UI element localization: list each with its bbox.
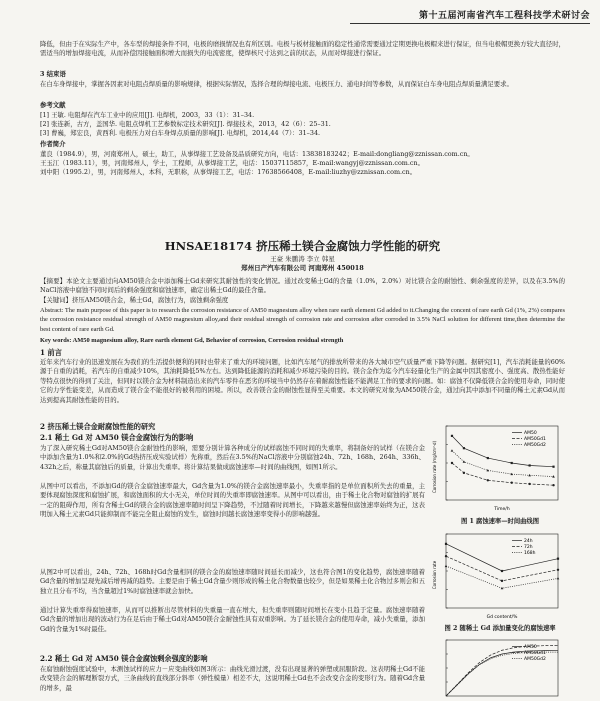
data-point [557, 558, 559, 560]
legend-entry: AM50 [524, 431, 537, 436]
data-point [557, 569, 559, 571]
legend-entry: AM50Gd1 [524, 651, 546, 656]
legend-entry: AM50 [524, 645, 537, 650]
data-point [445, 565, 448, 567]
series-line-24h [446, 544, 558, 571]
y-axis-label: Corrosion rate (mg/cm²·d) [432, 440, 437, 494]
data-point [451, 435, 453, 437]
data-point [463, 460, 466, 462]
running-header: 第十五届河南省汽车工程科技学术研讨会 [350, 8, 590, 24]
data-point [487, 479, 489, 481]
subsection-heading: 2.2 稀土 Gd 对 AM50 镁合金腐蚀剩余强度的影响 [40, 654, 208, 663]
figure-2-caption: 图 2 随稀土 Gd 添加量变化的腐蚀速率 [444, 625, 556, 632]
figure-1-caption: 图 1 腐蚀速率—时间曲线图 [460, 518, 540, 525]
body-paragraph: 在腐蚀耐蚀强度试验中，本测蚀试样的应力－应变曲线如图3所示：曲线光滑过渡，没有出现显著的弹塑或屈服阶段。这表明稀土Gd不能改变镁合金的解理断裂方式，三条曲线的直线部分斜率（弹性模量）相差不大，这说明稀土Gd也不会改变合金的变形行为。随着Gd含量的增多，最 [40, 665, 425, 692]
legend-entry: 72h [524, 545, 533, 550]
figure-3-chart [432, 636, 564, 701]
data-point [445, 555, 447, 557]
author-bio: 刘中阳（1995.2），男，河南郑州人，本科，无职称，从事焊接工艺，电话：17638566408，E-mail:liuzhy@zznissan.com.cn。 [40, 168, 417, 176]
data-point [451, 449, 454, 451]
data-point [528, 474, 531, 476]
figure-3-legend [524, 644, 546, 662]
legend-entry: AM50Gd1 [524, 437, 546, 442]
series-line-72h [446, 556, 558, 581]
x-axis-label: Gd content/% [486, 615, 518, 620]
data-point [557, 577, 560, 579]
data-point [445, 543, 447, 545]
author-bio-heading: 作者简介 [40, 140, 66, 148]
abstract-en: Abstract: The main purpose of this paper is to research the corrosion resistance of AM50 magnesium alloy when rare earth element Gd added to it.Changing the concent of rare earth Gd (1%, 2%) compares the corrosion resistance residual strength of AM50 magnesium alloy,and their residual strength of corrosion rate and corrosion after corroded in 3.5% NaCl solution for different time,then determine the best content of rare earth Gd. [40, 307, 565, 333]
body-paragraph: 从图中可以看出，不添加Gd的镁合金腐蚀速率最大，Gd含量为1.0%的镁合金腐蚀速率最小，失重率指的是单位面积所失去的重量，主要体现腐蚀深度和腐蚀扩展，和腐蚀面积的大小无关，单位时间的失重率即腐蚀速率。从图中可以看出，由于稀土化合物对腐蚀的扩展有一定的阻碍作用，所有含稀土Gd的镁合金的腐蚀速率随时间呈下降趋势，不过随着时间增长，下降越来越慢但腐蚀速率始终为正，这表明加入稀土元素Gd只能抑制而不能完全阻止腐蚀的发生，腐蚀时间越长腐蚀速率变得小的影响越强。 [40, 482, 425, 519]
body-paragraph: 通过计算失重率得腐蚀速率，从而可以推断出尽管材料的失重量一直在增大，但失重率则随时间增长在变小且趋于定量。腐蚀速率随着Gd含量的增加出现的波动行为在足后由于稀土Gd对AM50镁合金耐蚀性具有双重影响。为了延长镁合金的使用寿命，减小失重量，添加Gd的含量为1%时最佳。 [40, 606, 425, 633]
data-point [511, 462, 513, 464]
data-point [501, 580, 503, 582]
series-line-168h [446, 566, 558, 588]
author-bio: 董良（1984.9），男，河南郑州人，硕士，助工，从事焊接工艺设备及品质研究方向，电话：13838183242；E-mail:dongliang@zznissan.com.cn。 [40, 150, 474, 158]
figure-1-legend [524, 430, 546, 448]
series-line-AM50Gd1 [452, 463, 554, 485]
abstract-cn: 【摘要】本论文主要通过向AM50镁合金中添加稀土Gd来研究其耐蚀性的变化情况。通过改变稀土Gd的含量（1.0%，2.0%）对比镁合金的耐蚀性、剩余强度的差异，以及在3.5%的NaCl溶液中腐蚀不同时间后的剩余强度和腐蚀速率，确定出稀土Gd的最佳含量。 [40, 277, 565, 295]
body-paragraph: 为了深入研究稀土Gd对AM50镁合金耐蚀性的影响，需要分别计算各种成分的试样腐蚀不同时间的失重率，将制备好的试样（在镁合金中添加含量为1.0%和2.0%的Gd热挤压成实验试样）先称重，然后在3.5%的NaCl溶液中分别腐蚀24h、72h、168h、264h、336h、432h之后，称量其腐蚀后的质量，计算出失重率。将计算结果做成腐蚀速率—时间的曲线图，如图1所示。 [40, 444, 425, 471]
legend-entry: AM50Gd2 [524, 443, 546, 448]
data-point [501, 587, 504, 589]
reference-item: [2] 张连新，古方，盖国华. 电阻点焊机工艺参数标定技术研究[J]. 焊接技术，2013，42（6）：25–31. [40, 120, 331, 128]
legend-entry: 168h [524, 551, 536, 556]
body-paragraph: 从图2中可以看出，24h、72h、168h时Gd含量相同的镁合金的腐蚀速率随时间延长而减少，这也符合图1的变化趋势，腐蚀速率随着Gd含量的增加呈现先减后增再减的趋势。主要是由于稀土Gd含量少则形成的稀土化合物数量也较少，但是如果稀土化合物过多则会和五独立且分布不均，当含量超过1%时腐蚀速率就会加快。 [40, 568, 425, 595]
intro-paragraph: 近年来汽车行业的迅速发展在为我们的生活提供便利的同时也带来了重大的环境问题，比如汽车尾气的排放所带来的各大城市空气质量严重下降等问题。据研究[1]，汽车消耗能量的60%源于自重的消耗，若汽车的自重减少10%，其油耗降低5%左右。达到降低能源的消耗和减少环境污染的目的。镁合金作为迄今汽车轻量化生产的金属中因其密度小、强度高、散热性能好等特点很快的得到了关注，但同时以镁合金为材料制造出来的汽车零件在恶劣的环境当中仍然存在着耐腐蚀性能不能满足工作的要求的问题。如：腐蚀不仅降低镁合金的使用寿命，同时使它的力学性能变差，从而造成了镁合金不能很好的被利用的困境。所以，改善镁合金的耐蚀性显得至关重要。本文的研究对象为AM50镁合金，通过向其中添加不同量的稀土元素Gd从而达到提高其耐蚀性能的目的。 [40, 358, 565, 404]
references-heading: 参考文献 [40, 101, 66, 109]
conclusion-paragraph: 在白车身焊接中，掌握各因素对电阻点焊质量的影响规律，根据实际情况，选择合理的焊接电流、电极压力、通电时间等参数，从而保证白车身电阻点焊质量满足要求。 [40, 80, 513, 88]
x-axis-label: Time/h [494, 507, 510, 512]
paper-title: HNSAE18174 挤压稀土镁合金腐蚀力学性能的研究 [164, 239, 441, 253]
data-point [552, 484, 554, 486]
data-point [487, 457, 489, 459]
section-heading: 3 结束语 [40, 70, 66, 78]
data-point [552, 475, 555, 477]
prev-paragraph: 降低，但由于在实际生产中，各车型的焊接条件不同，电极的磨损情况也有所区别。电极与板材接触面的稳定性通常需要通过定期更换电极帽来进行保证，但当电极帽更换方较大直径时，需适当的增加焊接电流，从而补偿因接触面积增大而损失的电流密度，使焊核尺寸达到之前的状态，从而对焊接进行保证。 [40, 40, 565, 58]
section-heading: 1 前言 [40, 348, 62, 357]
author-bio: 王玉江（1983.11），男，河南郑州人，学士，工程师，从事焊接工艺，电话：15037115857，E-mail:wangyj@zznissan.com.cn。 [40, 159, 424, 167]
plot-frame [446, 640, 558, 696]
figure-1-chart [432, 422, 564, 512]
y-axis-label: Corrosion rate [432, 560, 437, 590]
reference-item: [1] 王敏. 电阻焊在汽车工业中的应用[J]. 电焊机，2003，33（1）：31–34. [40, 111, 255, 119]
subsection-heading: 2.1 稀土 Gd 对 AM50 镁合金腐蚀行为的影响 [40, 433, 194, 442]
reference-item: [3] 曹巍，郑宏良，黄西利. 电极压力对白车身焊点质量的影响[J]. 电焊机，2014,44（7）：31–34. [40, 129, 321, 137]
data-point [463, 472, 465, 474]
data-point [529, 464, 531, 466]
paper-authors-block [40, 255, 565, 273]
data-point [463, 447, 465, 449]
series-line-AM50Gd2 [452, 451, 554, 477]
figure-2-chart [432, 530, 564, 620]
paper-affiliation: 郑州日产汽车有限公司 河南郑州 450018 [241, 264, 364, 272]
section-heading: 2 挤压稀土镁合金耐腐蚀性能的研究 [40, 422, 156, 431]
data-point [528, 483, 530, 485]
data-point [511, 482, 513, 484]
legend-entry: AM50Gd2 [524, 657, 546, 662]
data-point [501, 570, 503, 572]
keywords-en: Key words: AM50 magnesium alloy, Rare earth element Gd, Behavior of corrosion, Corrosion residual strength [40, 337, 344, 344]
legend-entry: 24h [524, 539, 533, 544]
paper-authors: 王豪 朱鹏涛 李立 韩星 [270, 255, 335, 263]
figure-2-legend [524, 538, 536, 556]
data-point [451, 462, 453, 464]
keywords-cn: 【关键词】挤压AM50镁合金，稀土Gd，腐蚀行为，腐蚀剩余强度 [40, 296, 229, 304]
data-point [552, 466, 554, 468]
